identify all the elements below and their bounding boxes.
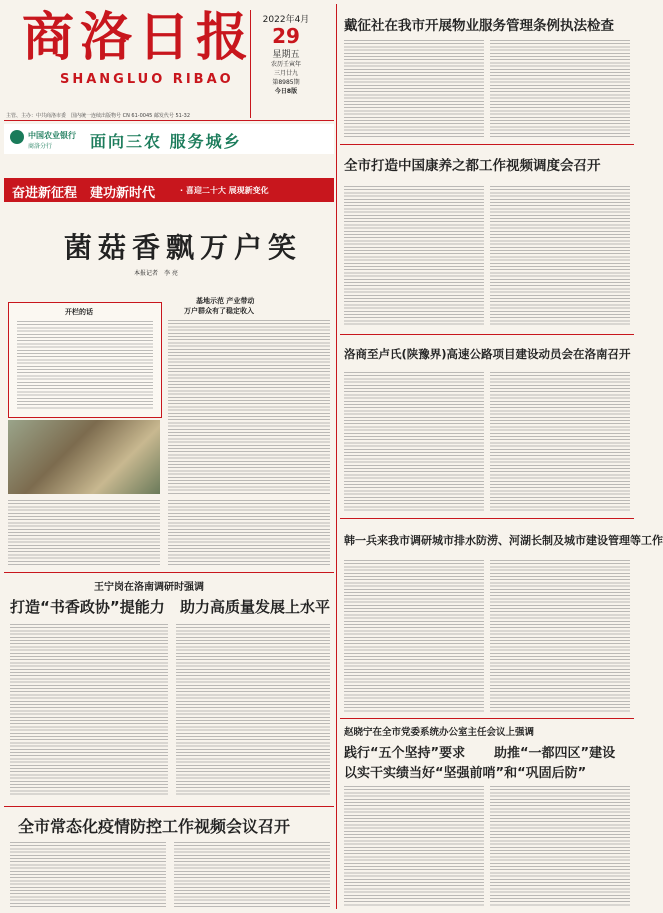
- article-headline-b: 助力高质量发展上水平: [180, 598, 331, 616]
- divider: [4, 572, 334, 573]
- article-body: [344, 560, 484, 712]
- bank-sub: 商洛分行: [28, 143, 53, 150]
- article-body: [490, 372, 630, 512]
- column-divider: [336, 4, 337, 909]
- feature-byline: 本报记者 李 亮: [134, 270, 178, 277]
- article-kicker: 赵晓宁在全市党委系统办公室主任会议上强调: [344, 727, 535, 738]
- feature-photo: [8, 420, 160, 494]
- sub-head-2: 万户群众有了稳定收入: [184, 307, 254, 315]
- article-body: [344, 786, 484, 906]
- article-headline-b: 助推“一都四区”建设: [494, 746, 616, 761]
- article-body: [344, 40, 484, 138]
- date-box: [250, 10, 321, 118]
- article-headline: 全市常态化疫情防控工作视频会议召开: [18, 817, 291, 836]
- article-epidemic: [4, 808, 334, 912]
- article-headline: 全市打造中国康养之都工作视频调度会召开: [344, 158, 601, 174]
- right-article-5: [340, 720, 634, 910]
- divider: [340, 718, 634, 719]
- bank-name: 中国农业银行: [28, 131, 76, 140]
- article-body-col: [10, 842, 166, 908]
- editor-note-box: [8, 302, 162, 418]
- article-headline: 戴征社在我市开展物业服务管理条例执法检查: [344, 18, 614, 34]
- right-article-3: [340, 336, 634, 516]
- edition-line: 三月廿九: [273, 70, 298, 77]
- article-headline: 韩一兵来我市调研城市排水防涝、河湖长制及城市建设管理等工作: [344, 534, 663, 547]
- article-body: [490, 40, 630, 138]
- article-wangninggang: [4, 576, 334, 802]
- article-body-col: [176, 624, 330, 796]
- article-body: [490, 186, 630, 326]
- edition-line: 第8985期: [272, 79, 300, 86]
- article-headline-a: 践行“五个坚持”要求: [344, 746, 466, 761]
- issue-day: 29: [272, 24, 300, 48]
- feature-body-col: [168, 500, 330, 566]
- article-body: [344, 372, 484, 512]
- feature-article: [4, 206, 334, 570]
- editor-note-text: [17, 321, 153, 409]
- right-article-4: [340, 520, 663, 716]
- meta-line: 主管、主办：中共商洛市委 国内统一连续出版物号 CN 61-0045 邮发代号 51-32: [6, 113, 191, 119]
- right-article-1: [340, 6, 634, 142]
- divider: [340, 518, 634, 519]
- feature-body-col: [168, 320, 330, 496]
- bank-slogan: 面向三农 服务城乡: [90, 132, 242, 151]
- article-headline-c: 以实干实绩当好“坚强前哨”和“巩固后防”: [344, 766, 587, 781]
- paper-title: 商洛日报: [22, 7, 255, 68]
- issue-date: 2022年4月: [262, 15, 310, 25]
- article-headline-a: 打造“书香政协”提能力: [10, 598, 165, 616]
- article-body-col: [174, 842, 330, 908]
- edition-line: 农历壬寅年: [270, 61, 301, 68]
- article-body: [490, 560, 630, 712]
- bank-logo-icon: [10, 130, 24, 144]
- divider: [340, 144, 634, 145]
- divider: [4, 120, 334, 121]
- feature-body-col: [8, 500, 160, 566]
- article-body-col: [10, 624, 168, 796]
- campaign-text: 奋进新征程 建功新时代: [12, 186, 156, 201]
- campaign-suffix: · 喜迎二十大 展现新变化: [180, 186, 269, 195]
- right-article-2: [340, 146, 634, 332]
- paper-pinyin: SHANGLUO RIBAO: [60, 72, 234, 87]
- editor-note-title: 开栏的话: [65, 308, 93, 316]
- edition-line: 今日8版: [274, 88, 298, 95]
- sub-head-1: 基地示范 产业带动: [196, 297, 255, 305]
- divider: [4, 806, 334, 807]
- article-headline: 洛商至卢氏(陕豫界)高速公路项目建设动员会在洛南召开: [344, 347, 631, 361]
- article-kicker: 王宁岗在洛南调研时强调: [94, 582, 204, 593]
- issue-weekday: 星期五: [272, 50, 300, 60]
- article-body: [490, 786, 630, 906]
- feature-headline: 菌菇香飘万户笑: [64, 231, 303, 264]
- ad-banner: [4, 124, 334, 154]
- campaign-banner: [4, 178, 334, 202]
- divider: [340, 334, 634, 335]
- article-body: [344, 186, 484, 326]
